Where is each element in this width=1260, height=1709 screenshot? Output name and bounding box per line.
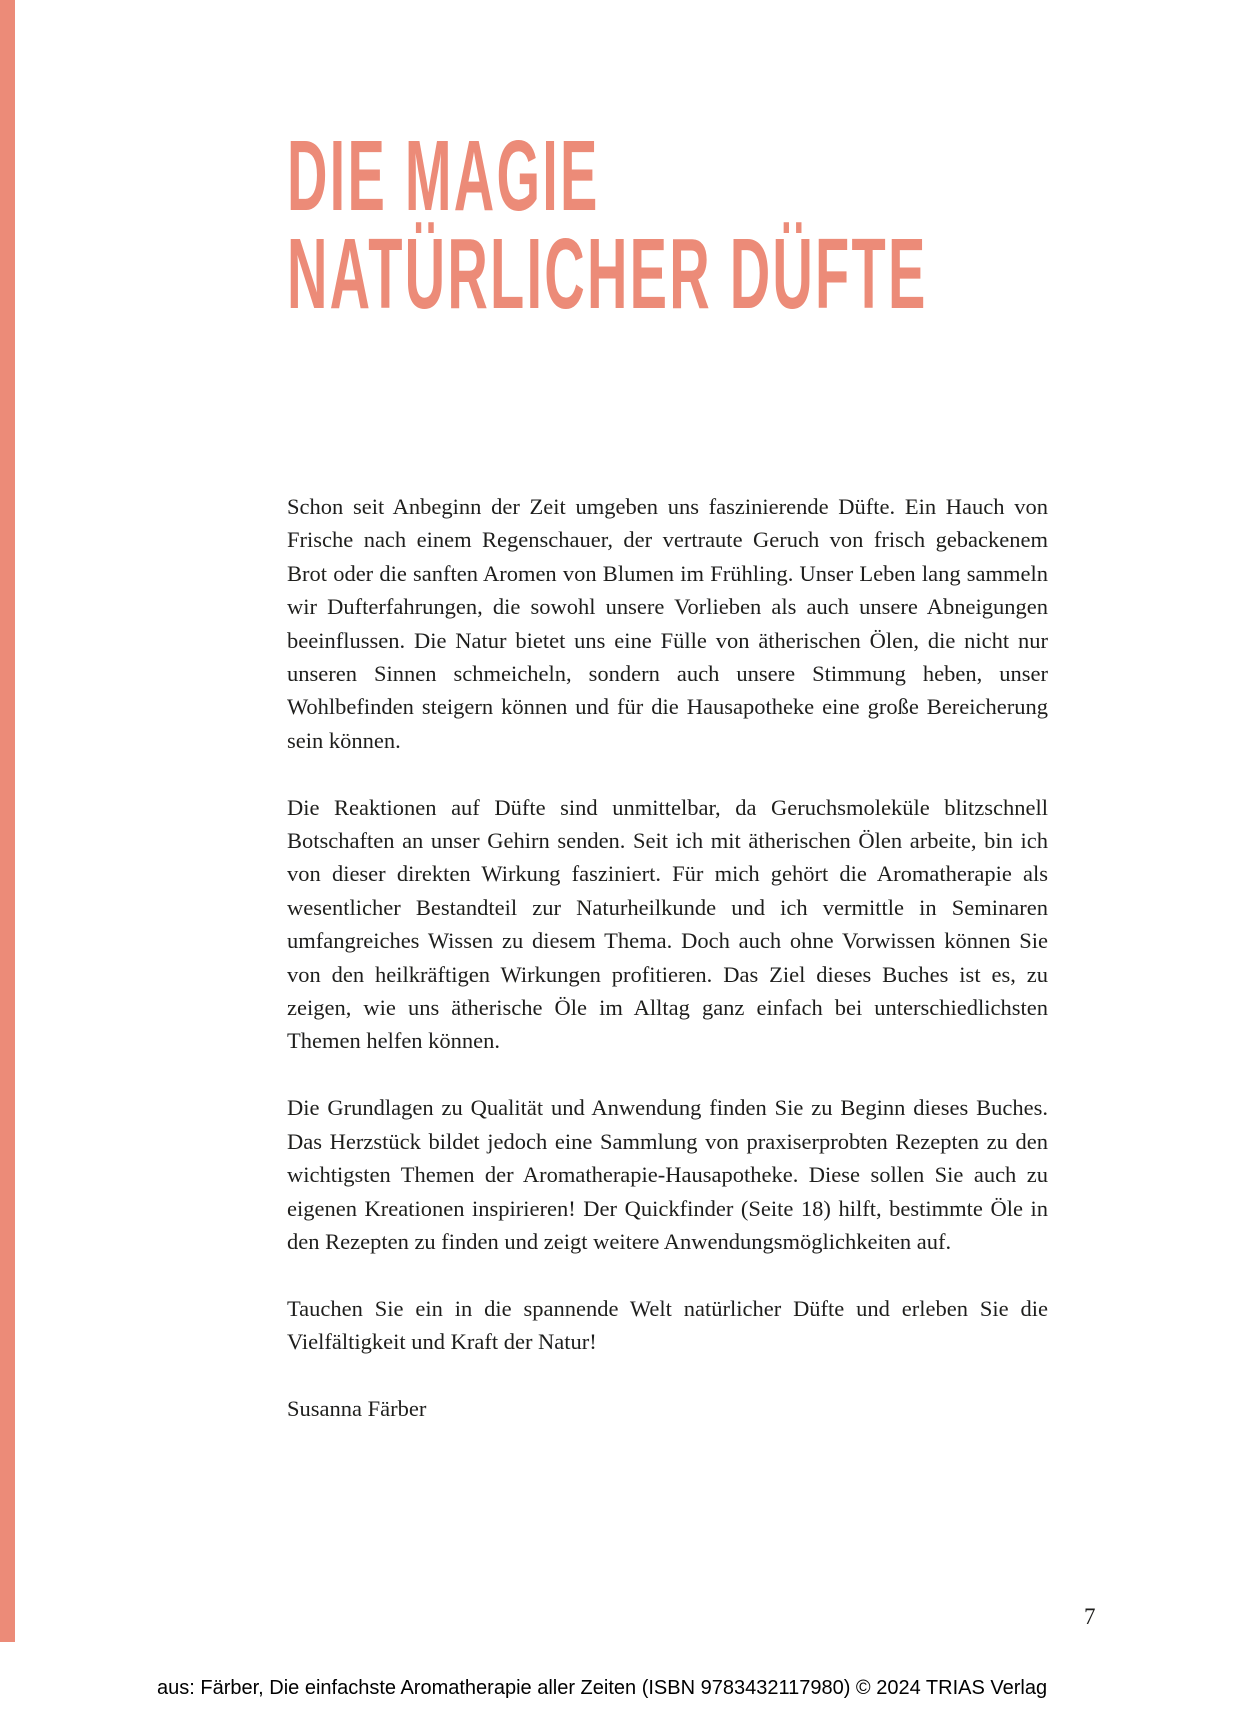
body-paragraph: Die Grundlagen zu Qualität und Anwendung finden Sie zu Beginn dieses Buches. Das Herzstück bildet jedoch eine Sammlung von praxiserprobten Rezepten zu den wichtigsten Themen der Aromatherapie-Hausapotheke. Diese sollen Sie auch zu eigenen Kreationen inspirieren! Der Quickfinder (Seite 18) hilft, bestimmte Öle in den Rezepten zu finden und zeigt weitere Anwendungsmöglichkeiten auf.: [287, 1095, 1048, 1254]
page-accent-bar: [0, 0, 15, 1642]
body-paragraph: Schon seit Anbeginn der Zeit umgeben uns faszinierende Düfte. Ein Hauch von Frische nach einem Regenschauer, der vertraute Geruch von frisch gebackenem Brot oder die sanften Aromen von Blumen im Frühling. Unser Leben lang sammeln wir Dufterfahrungen, die sowohl unsere Vorlieben als auch unsere Abneigungen beeinflussen. Die Natur bietet uns eine Fülle von ätherischen Ölen, die nicht nur unseren Sinnen schmeicheln, sondern auch unsere Stimmung heben, unser Wohlbefinden steigern können und für die Hausapotheke eine große Bereicherung sein können.: [287, 494, 1048, 753]
copyright-footer: aus: Färber, Die einfachste Aromatherapie aller Zeiten (ISBN 9783432117980) © 2024 TRIAS Verlag: [157, 1677, 1048, 1699]
body-text: [287, 490, 1048, 1425]
page-title-line-1: DIE MAGIE: [287, 120, 600, 232]
page-title: [287, 120, 1260, 330]
page-title-line-2: NATÜRLICHER DÜFTE: [287, 218, 928, 330]
author-signature: Susanna Färber: [287, 1395, 427, 1421]
body-paragraph: Tauchen Sie ein in die spannende Welt natürlicher Düfte und erleben Sie die Vielfältigkeit und Kraft der Natur!: [287, 1295, 1048, 1355]
page-number: 7: [1084, 1604, 1096, 1629]
body-paragraph: Die Reaktionen auf Düfte sind unmittelbar, da Geruchsmoleküle blitzschnell Botschaften an unser Gehirn senden. Seit ich mit ätherischen Ölen arbeite, bin ich von dieser direkten Wirkung fasziniert. Für mich gehört die Aromatherapie als wesentlicher Bestandteil zur Naturheilkunde und ich vermittle in Seminaren umfangreiches Wissen zu diesem Thema. Doch auch ohne Vorwissen können Sie von den heilkräftigen Wirkungen profitieren. Das Ziel dieses Buches ist es, zu zeigen, wie uns ätherische Öle im Alltag ganz einfach bei unterschiedlichsten Themen helfen können.: [287, 794, 1048, 1054]
